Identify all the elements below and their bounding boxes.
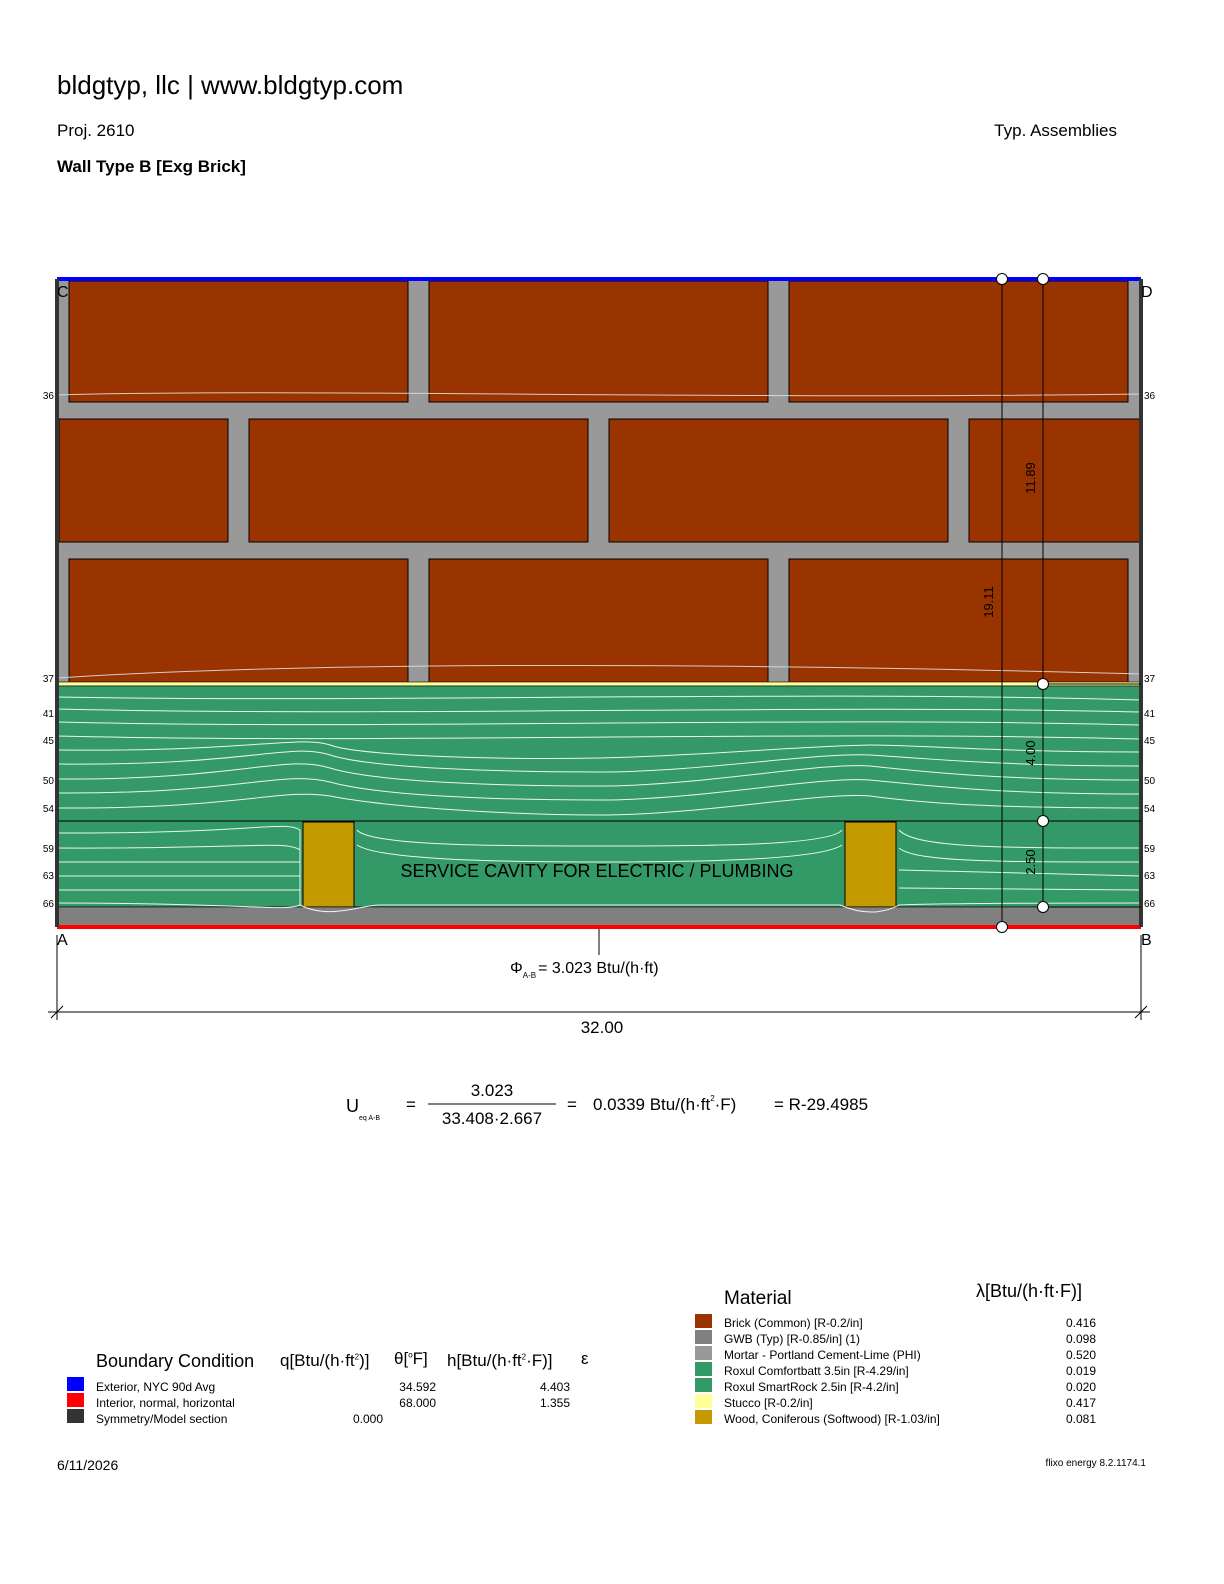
material-swatch (695, 1346, 712, 1360)
isotherm-label: 54 (42, 804, 54, 815)
isotherm-label: 37 (1144, 674, 1156, 685)
wood-stud (303, 822, 354, 907)
dimension-node (1038, 902, 1049, 913)
isotherm-label: 66 (42, 899, 54, 910)
material-swatch (695, 1314, 712, 1328)
isotherm-label: 45 (42, 736, 54, 747)
isotherm-label: 59 (1144, 844, 1156, 855)
isotherm-label: 36 (42, 391, 54, 402)
dimension-node (1038, 816, 1049, 827)
isotherm-labels-right (1144, 391, 1156, 910)
isotherm-label: 45 (1144, 736, 1156, 747)
equals-sign: = (406, 1095, 416, 1114)
service-cavity-label: SERVICE CAVITY FOR ELECTRIC / PLUMBING (400, 861, 794, 881)
boundary-h: 4.403 (539, 1380, 570, 1394)
boundary-col-epsilon: ε (581, 1349, 589, 1368)
material-lambda: 0.020 (1065, 1380, 1096, 1394)
u-result: 0.0339 Btu/$(h\cdot ft^2\cdot F)$ (593, 1094, 737, 1114)
stucco-layer (57, 682, 1141, 686)
material-lambda: 0.417 (1065, 1396, 1096, 1410)
isotherm-labels-left (43, 391, 55, 910)
brick (69, 559, 408, 683)
isotherm-label: 36 (1144, 391, 1156, 402)
brick (249, 419, 588, 542)
brick (789, 559, 1128, 683)
dimension-4-00: 4.00 (1023, 740, 1038, 766)
brick (969, 419, 1141, 542)
material-swatch (695, 1330, 712, 1344)
material-swatch (695, 1378, 712, 1392)
isotherm-label: 37 (42, 674, 54, 685)
material-swatch (695, 1394, 712, 1408)
material-title: Material (724, 1288, 792, 1309)
equals-sign: = (567, 1095, 577, 1114)
dimension-19-11: 19.11 (981, 586, 996, 618)
material-name: Wood, Coniferous (Softwood) [R-1.03/in] (724, 1412, 940, 1426)
brick (609, 419, 948, 542)
material-name: Stucco [R-0.2/in] (724, 1396, 813, 1410)
material-name: Roxul SmartRock 2.5in [R-4.2/in] (724, 1380, 899, 1394)
boundary-theta: 34.592 (399, 1380, 436, 1394)
material-name: GWB (Typ) [R-0.85/in] (1) (724, 1332, 861, 1346)
boundary-col-q: $q[Btu/(h\cdot ft^2)]$ (280, 1351, 370, 1370)
u-denominator: 33.408·2.667 (441, 1109, 543, 1128)
section-title: Typ. Assemblies (994, 121, 1117, 140)
dimension-11-89: 11.89 (1023, 462, 1038, 494)
brick (59, 419, 228, 542)
u-eq-symbol: $U_{eq A-B}$ (346, 1096, 381, 1122)
width-dimension-value: 32.00 (580, 1018, 624, 1037)
boundary-name: Interior, normal, horizontal (96, 1396, 235, 1410)
material-name: Mortar - Portland Cement-Lime (PHI) (724, 1348, 921, 1362)
u-numerator: 3.023 (470, 1081, 514, 1100)
material-lambda: 0.520 (1065, 1348, 1096, 1362)
material-swatch (695, 1410, 712, 1424)
exterior-swatch (67, 1377, 84, 1391)
isotherm-label: 50 (42, 776, 54, 787)
boundary-name: Symmetry/Model section (96, 1412, 228, 1426)
brick (429, 281, 768, 402)
isotherm-label: 59 (42, 844, 54, 855)
wall-type-title: Wall Type B [Exg Brick] (57, 157, 246, 176)
corner-d: D (1141, 284, 1153, 301)
boundary-name: Exterior, NYC 90d Avg (96, 1380, 216, 1394)
dimension-node (1038, 274, 1049, 285)
material-lambda: 0.416 (1065, 1316, 1096, 1330)
company-header: bldgtyp, llc | www.bldgtyp.com (57, 70, 404, 100)
r-value: = R-29.4985 (774, 1095, 869, 1114)
u-value-equation (346, 1081, 868, 1128)
isotherm-label: 41 (1144, 709, 1156, 720)
isotherm-label: 63 (42, 871, 54, 882)
boundary-col-theta: θ[$^o$F] (394, 1349, 428, 1368)
boundary-q: 0.000 (352, 1412, 383, 1426)
software-version: flixo energy 8.2.1174.1 (1045, 1458, 1146, 1469)
boundary-col-h: $h[Btu/(h\cdot ft^2\cdot F)]$ (447, 1351, 553, 1370)
material-lambda: 0.019 (1065, 1364, 1096, 1378)
corner-b: B (1141, 932, 1152, 949)
boundary-h: 1.355 (539, 1396, 570, 1410)
project-number: Proj. 2610 (57, 121, 135, 140)
brick (429, 559, 768, 683)
material-name: Roxul Comfortbatt 3.5in [R-4.29/in] (724, 1364, 909, 1378)
boundary-theta: 68.000 (399, 1396, 436, 1410)
report-date: 6/11/2026 (57, 1457, 119, 1473)
isotherm-label: 63 (1144, 871, 1156, 882)
lambda-column-header: λ[Btu/(h·ft·F)] (976, 1281, 1083, 1301)
boundary-title: Boundary Condition (96, 1351, 255, 1371)
material-swatch (695, 1362, 712, 1376)
corner-c: C (57, 284, 69, 301)
symmetry-swatch (67, 1409, 84, 1423)
flux-label: $\Phi_{A-B} = 3.023$ Btu/(h·ft) (510, 960, 659, 980)
brick (69, 281, 408, 402)
material-lambda: 0.098 (1065, 1332, 1096, 1346)
gwb-layer (57, 907, 1141, 926)
brick (789, 281, 1128, 402)
dimension-node (1038, 679, 1049, 690)
material-name: Brick (Common) [R-0.2/in] (724, 1316, 863, 1330)
isotherm-label: 54 (1144, 804, 1156, 815)
material-lambda: 0.081 (1065, 1412, 1096, 1426)
isotherm-label: 41 (42, 709, 54, 720)
wood-stud (845, 822, 896, 907)
interior-swatch (67, 1393, 84, 1407)
isotherm-label: 50 (1144, 776, 1156, 787)
dimension-2-50: 2.50 (1023, 849, 1038, 875)
dimension-node (997, 274, 1008, 285)
dimension-node (997, 922, 1008, 933)
corner-a: A (57, 932, 68, 949)
isotherm-label: 66 (1144, 899, 1156, 910)
